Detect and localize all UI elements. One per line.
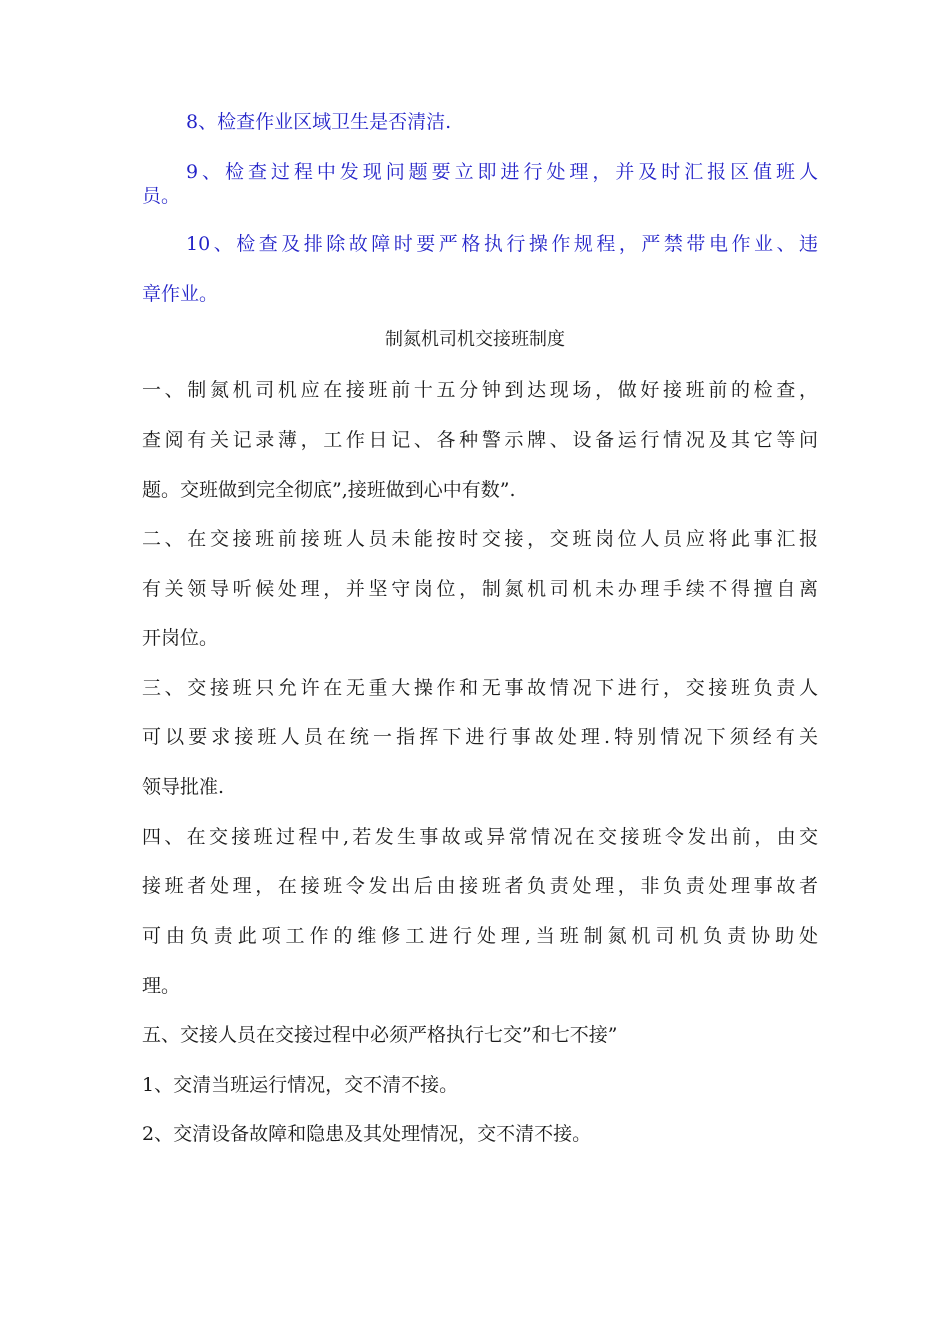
blue-item-9-continued: 员。 xyxy=(142,185,181,207)
paragraph-line: 三、交接班只允许在无重大操作和无事故情况下进行，交接班负责人 xyxy=(142,677,818,699)
blue-item-9: 9、检查过程中发现问题要立即进行处理，并及时汇报区值班人 xyxy=(186,161,818,183)
list-item: 1、交清当班运行情况，交不清不接。 xyxy=(142,1074,459,1096)
paragraph-line: 理。 xyxy=(142,975,181,997)
blue-item-10: 10、检查及排除故障时要严格执行操作规程，严禁带电作业、违 xyxy=(186,233,818,255)
paragraph-line: 开岗位。 xyxy=(142,627,219,649)
paragraph-line: 可由负责此项工作的维修工进行处理,当班制氮机司机负责协助处 xyxy=(142,925,818,947)
section-title: 制氮机司机交接班制度 xyxy=(385,329,565,350)
paragraph-line: 领导批准. xyxy=(142,776,225,798)
paragraph-line: 一、制氮机司机应在接班前十五分钟到达现场，做好接班前的检查， xyxy=(142,379,818,401)
paragraph-line: 四、在交接班过程中,若发生事故或异常情况在交接班令发出前，由交 xyxy=(142,826,818,848)
paragraph-line: 可以要求接班人员在统一指挥下进行事故处理.特别情况下须经有关 xyxy=(142,726,818,748)
paragraph-line: 题。交班做到完全彻底”,接班做到心中有数”. xyxy=(142,479,516,501)
paragraph-line: 二、在交接班前接班人员未能按时交接，交班岗位人员应将此事汇报 xyxy=(142,528,818,550)
list-item: 2、交清设备故障和隐患及其处理情况，交不清不接。 xyxy=(142,1123,592,1145)
paragraph-line: 接班者处理，在接班令发出后由接班者负责处理，非负责处理事故者 xyxy=(142,875,818,897)
paragraph-line: 五、交接人员在交接过程中必须严格执行七交”和七不接” xyxy=(142,1024,618,1046)
blue-item-8: 8、检查作业区域卫生是否清洁. xyxy=(186,111,452,133)
paragraph-line: 有关领导听候处理，并坚守岗位，制氮机司机未办理手续不得擅自离 xyxy=(142,578,818,600)
paragraph-line: 查阅有关记录薄，工作日记、各种警示牌、设备运行情况及其它等问 xyxy=(142,429,818,451)
blue-item-10-continued: 章作业。 xyxy=(142,283,219,305)
